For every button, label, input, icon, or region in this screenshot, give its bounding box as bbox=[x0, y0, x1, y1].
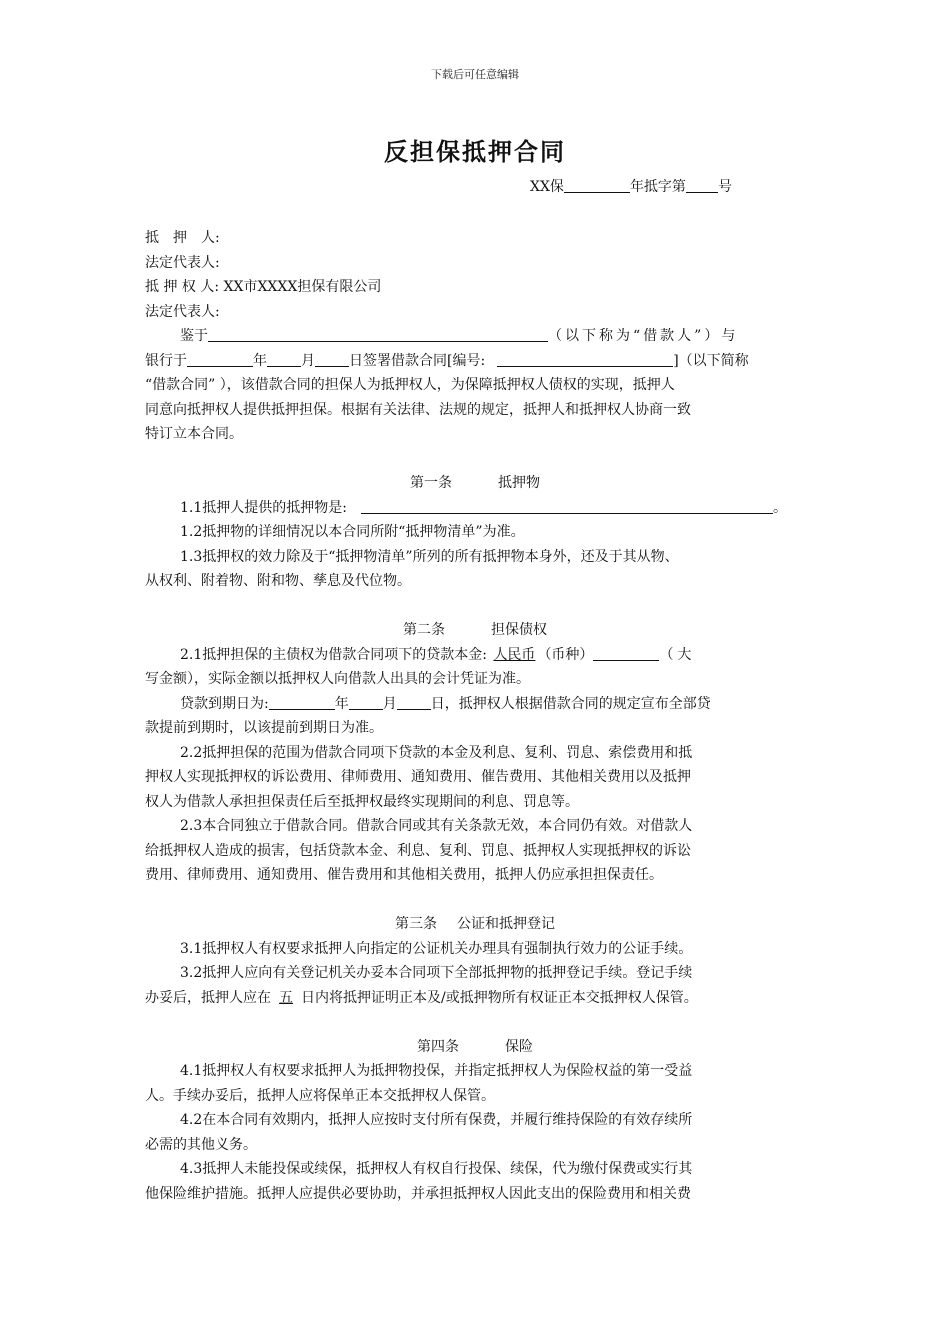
due-year-blank bbox=[269, 693, 335, 710]
preamble-jianyu: 鉴于 bbox=[180, 328, 208, 344]
document-title: 反担保抵押合同 bbox=[384, 138, 566, 166]
clause-1-1-text: 1.1抵押人提供的抵押物是: bbox=[180, 499, 347, 516]
preamble-month: 月 bbox=[301, 352, 315, 369]
article-3-number: 第三条 bbox=[395, 916, 437, 932]
doc-number-prefix: XX保 bbox=[530, 179, 564, 195]
clause-1-1 bbox=[145, 496, 805, 521]
legal-rep-label-1: 法定代表人: bbox=[145, 254, 220, 271]
clause-4-1-b: 人。手续办妥后，抵押人应将保单正本交抵押权人保管。 bbox=[145, 1087, 495, 1104]
clause-2-1-a bbox=[145, 643, 805, 668]
preamble-line-4: 同意向抵押权人提供抵押担保。根据有关法律、法规的规定，抵押人和抵押权人协商一致 bbox=[145, 401, 691, 418]
amount-blank bbox=[593, 644, 659, 661]
preamble-line-5: 特订立本合同。 bbox=[145, 426, 243, 442]
doc-number-mid: 年抵字第 bbox=[629, 179, 686, 195]
clause-2-3-a: 2.3本合同独立于借款合同。借款合同或其有关条款无效，本合同仍有效。对借款人 bbox=[180, 818, 693, 834]
due-day-text: 日，抵押权人根据借款合同的规定宣布全部贷 bbox=[430, 695, 711, 712]
clause-2-3-c: 费用、律师费用、通知费用、催告费用和其他相关费用，抵押人仍应承担担保责任。 bbox=[145, 867, 663, 883]
clause-1-2: 1.2抵押物的详细情况以本合同所附“抵押物清单”为准。 bbox=[180, 524, 525, 540]
document-number bbox=[530, 176, 732, 196]
article-2-title: 担保债权 bbox=[491, 622, 547, 638]
clause-3-2-b bbox=[145, 986, 805, 1011]
sign-year-blank bbox=[187, 350, 253, 367]
clause-2-2-a: 2.2抵押担保的范围为借款合同项下贷款的本金及利息、复利、罚息、索偿费用和抵 bbox=[180, 744, 693, 761]
clause-4-2-a: 4.2在本合同有效期内，抵押人应按时支付所有保费，并履行维持保险的有效存续所 bbox=[180, 1112, 693, 1128]
article-3-heading bbox=[145, 912, 805, 937]
preamble-borrower-note: （以下称为“借款人”）与 bbox=[548, 328, 739, 344]
mortgagor-label: 抵 押 人: bbox=[145, 230, 220, 246]
clause-2-2-c: 权人为借款人承担担保责任后至抵押权最终实现期间的利息、罚息等。 bbox=[145, 793, 579, 810]
clause-2-1-b: 写金额），实际金额以抵押权人向借款人出具的会计凭证为准。 bbox=[145, 671, 530, 687]
doc-year-blank bbox=[564, 176, 630, 193]
clause-3-2-b-start: 办妥后，抵押人应在 bbox=[145, 989, 271, 1006]
preamble-short-name: ]（以下简称 bbox=[673, 352, 749, 369]
sign-day-blank bbox=[315, 350, 349, 367]
clause-2-1-text: 2.1抵押担保的主债权为借款合同项下的贷款本金: bbox=[180, 646, 487, 663]
article-3-title: 公证和抵押登记 bbox=[457, 916, 555, 932]
preamble-contract-no: 日签署借款合同[编号: bbox=[349, 352, 486, 369]
mortgagee-line: 抵 押 权 人: XX市XXXX担保有限公司 bbox=[145, 279, 382, 295]
currency-label: （币种） bbox=[537, 646, 594, 663]
due-month: 月 bbox=[382, 695, 397, 712]
article-1-title: 抵押物 bbox=[498, 475, 540, 491]
article-4-heading bbox=[145, 1035, 805, 1060]
clause-4-1-a: 4.1抵押权人有权要求抵押人为抵押物投保，并指定抵押权人为保险权益的第一受益 bbox=[180, 1063, 693, 1079]
doc-serial-blank bbox=[686, 176, 718, 193]
clause-3-1: 3.1抵押权人有权要求抵押人向指定的公证机关办理具有强制执行效力的公证手续。 bbox=[180, 940, 693, 957]
clause-2-3-b: 给抵押权人造成的损害，包括贷款本金、利息、复利、罚息、抵押权人实现抵押权的诉讼 bbox=[145, 842, 691, 859]
due-date-line-2: 款提前到期时，以该提前到期日为准。 bbox=[145, 720, 383, 736]
legal-rep-label-2: 法定代表人: bbox=[145, 303, 220, 320]
due-month-blank bbox=[349, 693, 383, 710]
clause-4-2-b: 必需的其他义务。 bbox=[145, 1136, 257, 1153]
clause-3-2-b-end: 日内将抵押证明正本及/或抵押物所有权证正本交抵押权人保管。 bbox=[301, 989, 698, 1006]
preamble-line-2 bbox=[145, 349, 805, 374]
borrower-blank bbox=[208, 325, 548, 342]
article-4-number: 第四条 bbox=[417, 1038, 459, 1055]
preamble-line-3: “借款合同” ），该借款合同的担保人为抵押权人，为保障抵押权人债权的实现，抵押人 bbox=[145, 377, 675, 393]
preamble-line-1 bbox=[145, 324, 805, 349]
collateral-blank bbox=[361, 497, 773, 514]
days-value: 五 bbox=[279, 989, 293, 1006]
due-date-label: 贷款到期日为: bbox=[180, 695, 269, 712]
doc-number-suffix: 号 bbox=[717, 179, 732, 195]
header-note: 下载后可任意编辑 bbox=[431, 68, 519, 81]
sign-month-blank bbox=[267, 350, 301, 367]
clause-2-2-b: 押权人实现抵押权的诉讼费用、律师费用、通知费用、催告费用、其他相关费用以及抵押 bbox=[145, 769, 691, 785]
clause-4-3-a: 4.3抵押人未能投保或续保，抵押权人有权自行投保、续保，代为缴付保费或实行其 bbox=[180, 1161, 693, 1177]
clause-1-1-end: 。 bbox=[772, 499, 787, 516]
clause-3-2-a: 3.2抵押人应向有关登记机关办妥本合同项下全部抵押物的抵押登记手续。登记手续 bbox=[180, 965, 693, 981]
article-1-number: 第一条 bbox=[410, 475, 452, 491]
article-2-heading bbox=[145, 618, 805, 643]
contract-number-blank bbox=[497, 350, 673, 367]
contract-body bbox=[145, 226, 805, 1206]
clause-4-3-b: 他保险维护措施。抵押人应提供必要协助，并承担抵押权人因此支出的保险费用和相关费 bbox=[145, 1185, 691, 1202]
due-day-blank bbox=[397, 693, 431, 710]
preamble-bank: 银行于 bbox=[145, 352, 187, 369]
due-date-line bbox=[145, 692, 805, 717]
article-4-title: 保险 bbox=[505, 1038, 533, 1055]
due-year: 年 bbox=[334, 695, 349, 712]
article-1-heading bbox=[145, 471, 805, 496]
amount-label: （大 bbox=[659, 646, 696, 663]
currency-value: 人民币 bbox=[493, 646, 536, 663]
clause-1-3-a: 1.3抵押权的效力除及于“抵押物清单”所列的所有抵押物本身外，还及于其从物、 bbox=[180, 548, 679, 565]
preamble-year: 年 bbox=[253, 352, 267, 369]
clause-1-3-b: 从权利、附着物、附和物、孳息及代位物。 bbox=[145, 573, 411, 589]
article-2-number: 第二条 bbox=[403, 622, 445, 638]
